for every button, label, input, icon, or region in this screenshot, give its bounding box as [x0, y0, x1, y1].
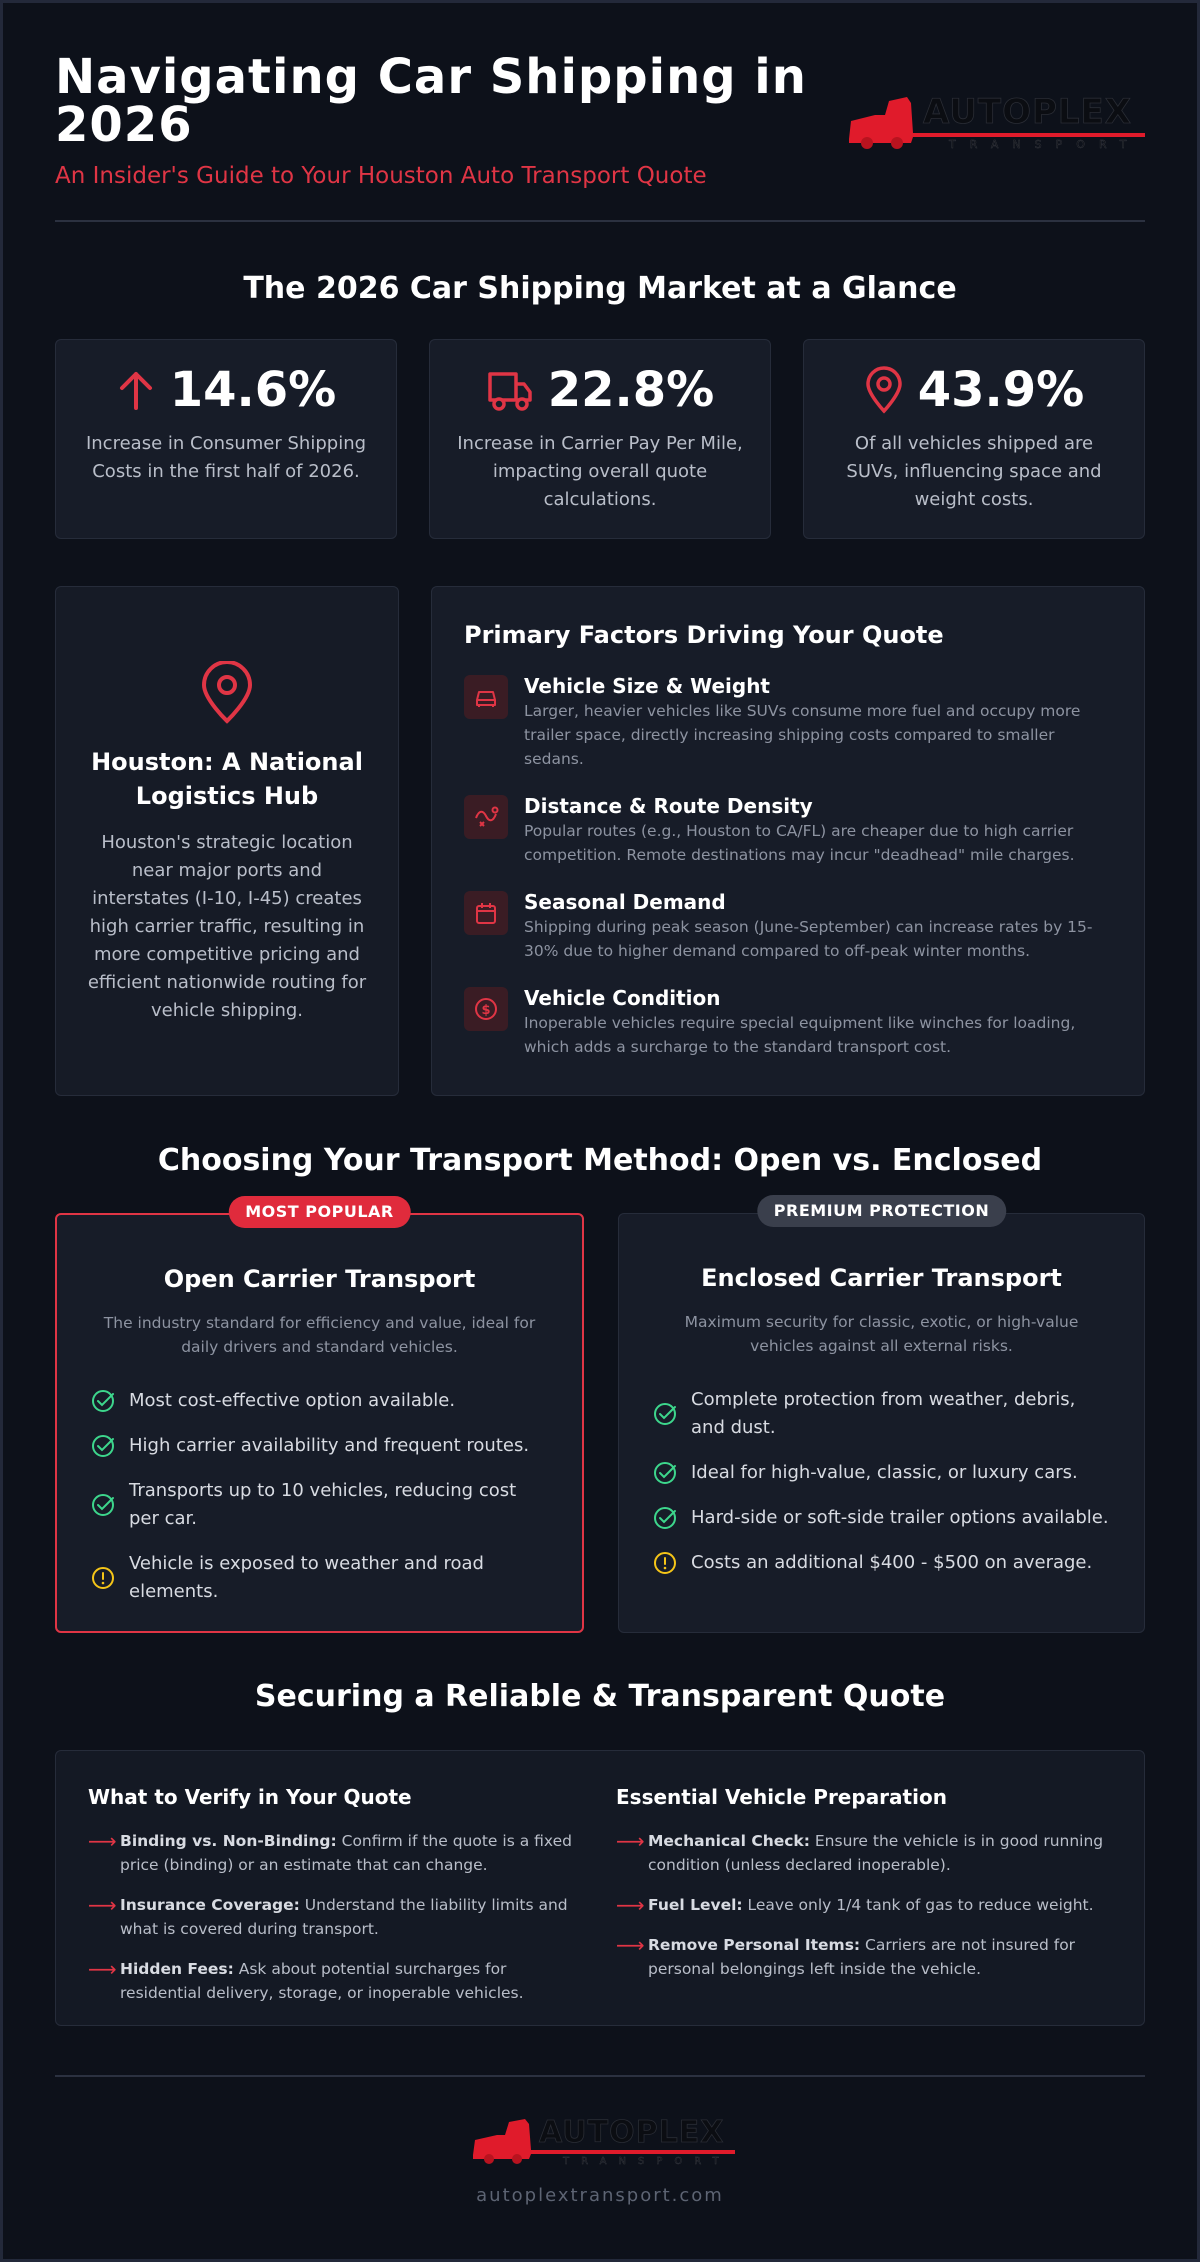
factor-item	[464, 673, 1112, 771]
arrow-right-icon: ⟶	[616, 1829, 645, 1853]
warning-circle-icon	[91, 1566, 115, 1590]
market-stats	[55, 339, 1145, 539]
tip-item	[88, 1829, 584, 1877]
arrow-right-icon: ⟶	[88, 1893, 117, 1917]
check-circle-icon	[653, 1506, 677, 1530]
stat-value: 14.6%	[169, 362, 337, 418]
tip-label: Binding vs. Non-Binding:	[120, 1832, 337, 1850]
transport-comparison	[55, 1201, 1145, 1633]
feature-item	[91, 1387, 548, 1415]
feature-text: Hard-side or soft-side trailer options available.	[691, 1507, 1109, 1528]
tip-label: Fuel Level:	[648, 1896, 743, 1914]
factor-item	[464, 985, 1112, 1059]
stat-card-consumer-costs	[55, 339, 397, 539]
warning-circle-icon	[653, 1551, 677, 1575]
arrow-right-icon: ⟶	[88, 1957, 117, 1981]
truck-icon	[486, 368, 534, 412]
method-description: The industry standard for efficiency and value, ideal for daily drivers and standard vehicles.	[103, 1314, 536, 1356]
logo-tagline: TRANSPORT	[949, 138, 1141, 149]
tip-text: Ask about potential surcharges for residential delivery, storage, or inoperable vehicles.	[120, 1960, 524, 2002]
tip-label: Remove Personal Items:	[648, 1936, 861, 1954]
check-circle-icon	[91, 1434, 115, 1458]
feature-text: Vehicle is exposed to weather and road elements.	[129, 1553, 484, 1602]
hub-description: Houston's strategic location near major ports and interstates (I-10, I-45) creates high carrier traffic, resulting in more competitive pricing and efficient nationwide routing for vehicle shipping.	[87, 832, 367, 1021]
tip-text: Confirm if the quote is a fixed price (binding) or an estimate that can change.	[120, 1832, 572, 1874]
arrow-up-icon	[116, 368, 156, 412]
factor-name: Vehicle Size & Weight	[524, 674, 770, 698]
autoplex-footer-logo	[471, 2115, 735, 2165]
tip-text: Ensure the vehicle is in good running condition (unless declared inoperable).	[648, 1832, 1104, 1874]
logo-wordmark: AUTOPLEX	[923, 93, 1132, 132]
method-description: Maximum security for classic, exotic, or high-value vehicles against all external risks.	[684, 1313, 1079, 1355]
feature-text: Ideal for high-value, classic, or luxury cars.	[691, 1462, 1078, 1483]
map-pin-icon	[200, 661, 254, 725]
stat-value: 43.9%	[917, 362, 1085, 418]
factor-description: Shipping during peak season (June-September) can increase rates by 15-30% due to higher demand compared to off-peak winter months.	[524, 918, 1093, 960]
arrow-right-icon: ⟶	[88, 1829, 117, 1853]
page-subtitle: An Insider's Guide to Your Houston Auto Transport Quote	[55, 163, 707, 189]
factor-name: Seasonal Demand	[524, 890, 726, 914]
calendar-icon	[473, 900, 499, 926]
method-title: Enclosed Carrier Transport	[701, 1264, 1062, 1292]
quote-factors-card	[431, 586, 1145, 1096]
tip-label: Hidden Fees:	[120, 1960, 234, 1978]
transport-section-title: Choosing Your Transport Method: Open vs. Enclosed	[157, 1143, 1043, 1178]
tip-text: Carriers are not insured for personal belongings left inside the vehicle.	[648, 1936, 1076, 1978]
check-circle-icon	[91, 1493, 115, 1517]
factor-item	[464, 889, 1112, 963]
route-icon	[473, 804, 499, 830]
feature-item	[653, 1549, 1110, 1577]
enclosed-carrier-card	[618, 1201, 1145, 1633]
stat-card-suv-share	[803, 339, 1145, 539]
tip-text: Leave only 1/4 tank of gas to reduce weight.	[742, 1896, 1094, 1914]
tip-text: Understand the liability limits and what is covered during transport.	[120, 1896, 568, 1938]
check-circle-icon	[653, 1402, 677, 1426]
feature-item	[91, 1550, 548, 1606]
tip-item	[88, 1957, 584, 2005]
tip-label: Mechanical Check:	[648, 1832, 810, 1850]
feature-text: Costs an additional $400 - $500 on average.	[691, 1552, 1093, 1573]
website-url[interactable]: autoplextransport.com	[476, 2185, 724, 2206]
stat-card-carrier-pay	[429, 339, 771, 539]
tip-label: Insurance Coverage:	[120, 1896, 300, 1914]
houston-hub-card	[55, 586, 399, 1096]
market-section-title: The 2026 Car Shipping Market at a Glance	[243, 271, 957, 306]
feature-item	[653, 1504, 1110, 1532]
factor-description: Inoperable vehicles require special equipment like winches for loading, which adds a surcharge to the standard transport cost.	[524, 1014, 1076, 1056]
preparation-column	[616, 1785, 1112, 2025]
feature-text: High carrier availability and frequent routes.	[129, 1435, 530, 1456]
open-carrier-card	[55, 1202, 584, 1633]
factor-name: Distance & Route Density	[524, 794, 813, 818]
logo-wordmark: AUTOPLEX	[539, 2115, 725, 2150]
premium-protection-badge: PREMIUM PROTECTION	[757, 1195, 1006, 1227]
quote-section-title: Securing a Reliable & Transparent Quote	[254, 1679, 946, 1714]
header	[55, 49, 1145, 193]
verify-title: What to Verify in Your Quote	[88, 1785, 412, 1809]
footer-divider	[55, 2075, 1145, 2077]
preparation-title: Essential Vehicle Preparation	[616, 1785, 947, 1809]
feature-item	[653, 1459, 1110, 1487]
dollar-icon	[473, 996, 499, 1022]
feature-text: Complete protection from weather, debris, and dust.	[691, 1389, 1076, 1438]
stat-description: Of all vehicles shipped are SUVs, influencing space and weight costs.	[846, 433, 1102, 510]
hub-and-factors	[55, 586, 1145, 1096]
stat-value: 22.8%	[547, 362, 715, 418]
tip-item	[616, 1829, 1112, 1877]
autoplex-logo	[845, 93, 1145, 149]
page-title: Navigating Car Shipping in 2026	[55, 49, 807, 153]
feature-item	[653, 1386, 1110, 1442]
feature-text: Transports up to 10 vehicles, reducing cost per car.	[129, 1480, 517, 1529]
quote-tips-card	[55, 1750, 1145, 2026]
factor-description: Popular routes (e.g., Houston to CA/FL) are cheaper due to high carrier competition. Remote destinations may incur "deadhead" mile charges.	[524, 822, 1075, 864]
method-title: Open Carrier Transport	[163, 1265, 476, 1293]
factor-item	[464, 793, 1112, 867]
logo-tagline: TRANSPORT	[563, 2156, 731, 2165]
feature-item	[91, 1477, 548, 1533]
svg-text:$: $	[481, 1003, 491, 1018]
factor-name: Vehicle Condition	[524, 986, 721, 1010]
most-popular-badge: MOST POPULAR	[228, 1196, 410, 1228]
tip-item	[616, 1893, 1112, 1917]
check-circle-icon	[653, 1461, 677, 1485]
feature-list	[91, 1387, 548, 1606]
verify-column	[88, 1785, 584, 2025]
feature-text: Most cost-effective option available.	[129, 1390, 456, 1411]
tip-item	[88, 1893, 584, 1941]
tip-item	[616, 1933, 1112, 1981]
feature-list	[653, 1386, 1110, 1577]
map-pin-icon	[864, 366, 904, 414]
arrow-right-icon: ⟶	[616, 1893, 645, 1917]
arrow-right-icon: ⟶	[616, 1933, 645, 1957]
factors-title: Primary Factors Driving Your Quote	[464, 621, 944, 649]
car-icon	[473, 684, 499, 710]
stat-description: Increase in Consumer Shipping Costs in the first half of 2026.	[85, 433, 367, 482]
header-divider	[55, 220, 1145, 222]
check-circle-icon	[91, 1389, 115, 1413]
stat-description: Increase in Carrier Pay Per Mile, impacting overall quote calculations.	[457, 433, 743, 510]
factor-description: Larger, heavier vehicles like SUVs consume more fuel and occupy more trailer space, directly increasing shipping costs compared to smaller sedans.	[524, 702, 1081, 768]
feature-item	[91, 1432, 548, 1460]
hub-title: Houston: A National Logistics Hub	[91, 748, 363, 810]
